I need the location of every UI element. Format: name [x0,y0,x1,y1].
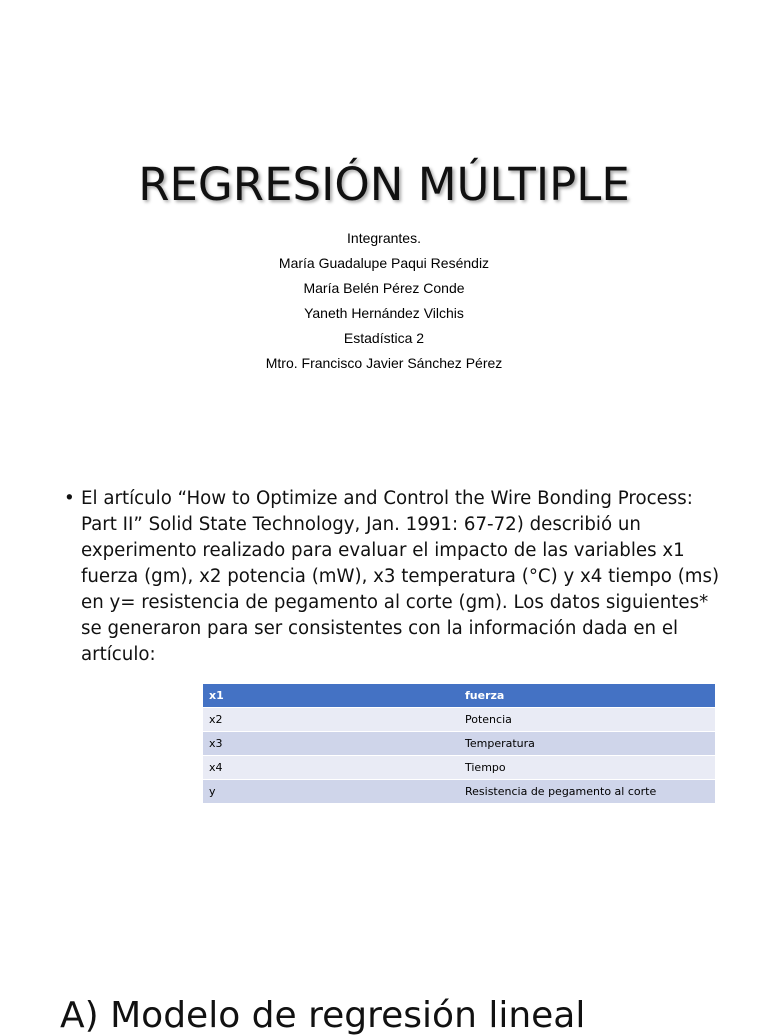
teacher-name: Mtro. Francisco Javier Sánchez Pérez [265,355,503,371]
members-list [0,226,768,376]
slide-heading: A) Modelo de regresión lineal [60,995,586,1036]
table-cell: x2 [203,708,459,732]
table-cell: x1 [203,684,459,708]
bullet-icon: • [64,488,75,509]
table-cell: Potencia [459,708,715,732]
table-cell: x3 [203,732,459,756]
table-cell: Tiempo [459,756,715,780]
table-row [203,708,715,732]
presentation-title: REGRESIÓN MÚLTIPLE [138,158,630,211]
member-name: María Guadalupe Paqui Reséndiz [278,255,490,271]
problem-paragraph: El artículo “How to Optimize and Control the Wire Bonding Process: Part II” Solid State Technology, Jan. 1991: 67-72) describió un experimento realizado para evaluar el impacto de las variables x1 fuerza (gm), x2 potencia (mW), x3 temperatura (°C) y x4 tiempo (ms) en y= resistencia de pegamento al corte (gm). Los datos siguientes* se generaron para ser consistentes con la información dada en el artículo: [81,488,720,665]
bullet-item [64,486,724,668]
table-cell: fuerza [459,684,715,708]
table-row [203,780,715,804]
table-row [203,756,715,780]
members-heading: Integrantes. [347,230,421,246]
table-cell: x4 [203,756,459,780]
table-row [203,732,715,756]
course-name: Estadística 2 [343,330,425,346]
table-cell: y [203,780,459,804]
table-row [203,684,715,708]
slide-title [0,0,768,440]
member-name: Yaneth Hernández Vilchis [304,305,464,321]
table-cell: Temperatura [459,732,715,756]
variables-table [203,684,715,804]
table-cell: Resistencia de pegamento al corte [459,780,715,804]
member-name: María Belén Pérez Conde [303,280,465,296]
